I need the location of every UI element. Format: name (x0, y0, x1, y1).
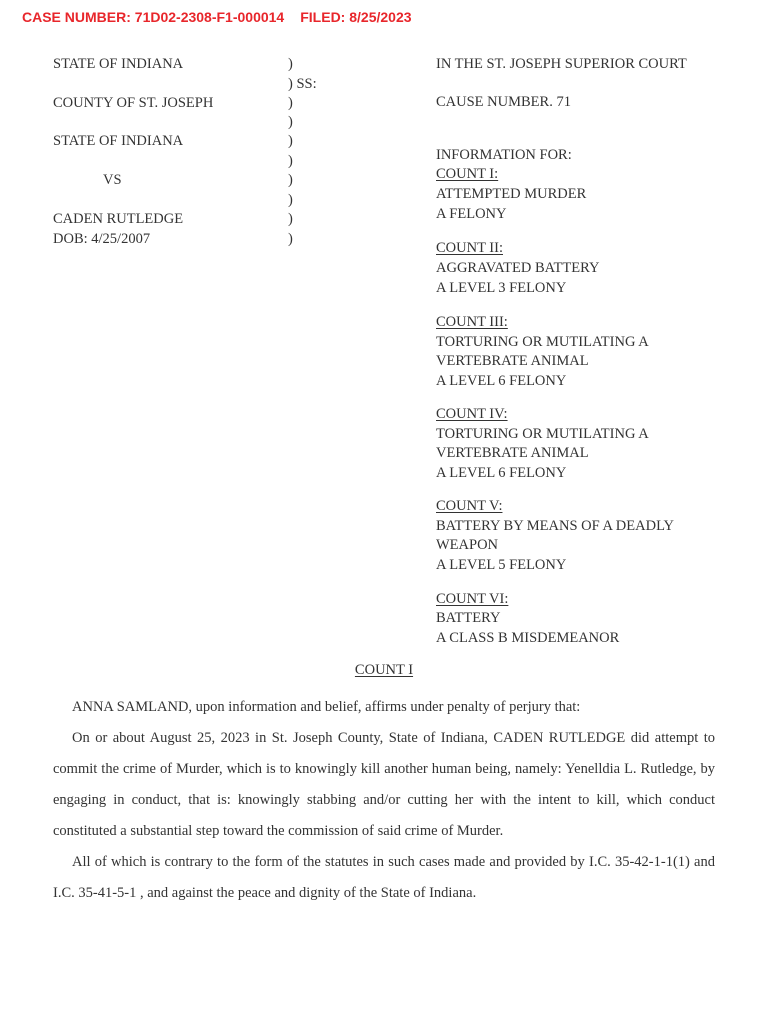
count-heading: COUNT IV: (436, 406, 508, 422)
count-heading: COUNT V: (436, 498, 503, 514)
cause-number: CAUSE NUMBER. 71 (436, 94, 571, 110)
caption-bracket: ) (288, 133, 293, 149)
information-for: INFORMATION FOR: (436, 147, 572, 163)
count-line: WEAPON (436, 537, 499, 553)
count-line: A FELONY (436, 206, 507, 222)
count-heading: COUNT III: (436, 314, 508, 330)
count-line: BATTERY BY MEANS OF A DEADLY (436, 518, 674, 534)
count-heading: COUNT VI: (436, 591, 509, 607)
count-heading: COUNT II: (436, 240, 503, 256)
caption-defendant: CADEN RUTLEDGE (53, 211, 184, 227)
caption-state: STATE OF INDIANA (53, 56, 184, 72)
count-heading: COUNT I: (436, 166, 499, 182)
caption-bracket: ) (288, 153, 293, 169)
caption-bracket: ) (288, 56, 293, 72)
charge-paragraph: On or about August 25, 2023 in St. Joseph County, State of Indiana, CADEN RUTLEDGE did attempt to commit the crime of Murder, which is to knowingly kill another human being, namely: Yenelldia L. Rutledge, by engaging in conduct, that is: knowingly stabbing and/or cutting her with the intent to kill, which conduct constituted a substantial step toward the commission of said crime of Murder. (53, 730, 715, 839)
count-line: BATTERY (436, 610, 501, 626)
count-line: A LEVEL 6 FELONY (436, 373, 567, 389)
count-line: TORTURING OR MUTILATING A (436, 334, 649, 350)
case-number: CASE NUMBER: 71D02-2308-F1-000014 (22, 9, 285, 25)
count-line: A LEVEL 3 FELONY (436, 280, 567, 296)
count-line: A LEVEL 6 FELONY (436, 465, 567, 481)
caption-bracket: ) SS: (288, 76, 317, 92)
caption-bracket: ) (288, 114, 293, 130)
count-line: AGGRAVATED BATTERY (436, 260, 600, 276)
caption-bracket: ) (288, 211, 293, 227)
court-name: IN THE ST. JOSEPH SUPERIOR COURT (436, 56, 687, 72)
caption-versus: VS (103, 172, 122, 188)
count-line: VERTEBRATE ANIMAL (436, 445, 589, 461)
statute-paragraph: All of which is contrary to the form of the statutes in such cases made and provided by I.C. 35-42-1-1(1) and I.C. 35-41-5-1 , and against the peace and dignity of the State of Indiana. (53, 854, 715, 901)
filed-date: FILED: 8/25/2023 (300, 9, 412, 25)
count-line: A CLASS B MISDEMEANOR (436, 630, 620, 646)
count-line: ATTEMPTED MURDER (436, 186, 587, 202)
caption-bracket: ) (288, 95, 293, 111)
count-line: A LEVEL 5 FELONY (436, 557, 567, 573)
filing-stamp (22, 9, 412, 25)
count-line: TORTURING OR MUTILATING A (436, 426, 649, 442)
count-line: VERTEBRATE ANIMAL (436, 353, 589, 369)
caption-bracket: ) (288, 172, 293, 188)
affirmation-paragraph: ANNA SAMLAND, upon information and belief, affirms under penalty of perjury that: (72, 699, 581, 715)
body-text (53, 692, 715, 909)
caption-plaintiff: STATE OF INDIANA (53, 133, 184, 149)
caption-bracket: ) (288, 192, 293, 208)
caption-county: COUNTY OF ST. JOSEPH (53, 95, 214, 111)
section-title: COUNT I (354, 662, 414, 678)
caption-dob: DOB: 4/25/2007 (53, 231, 151, 247)
caption-bracket: ) (288, 231, 293, 247)
